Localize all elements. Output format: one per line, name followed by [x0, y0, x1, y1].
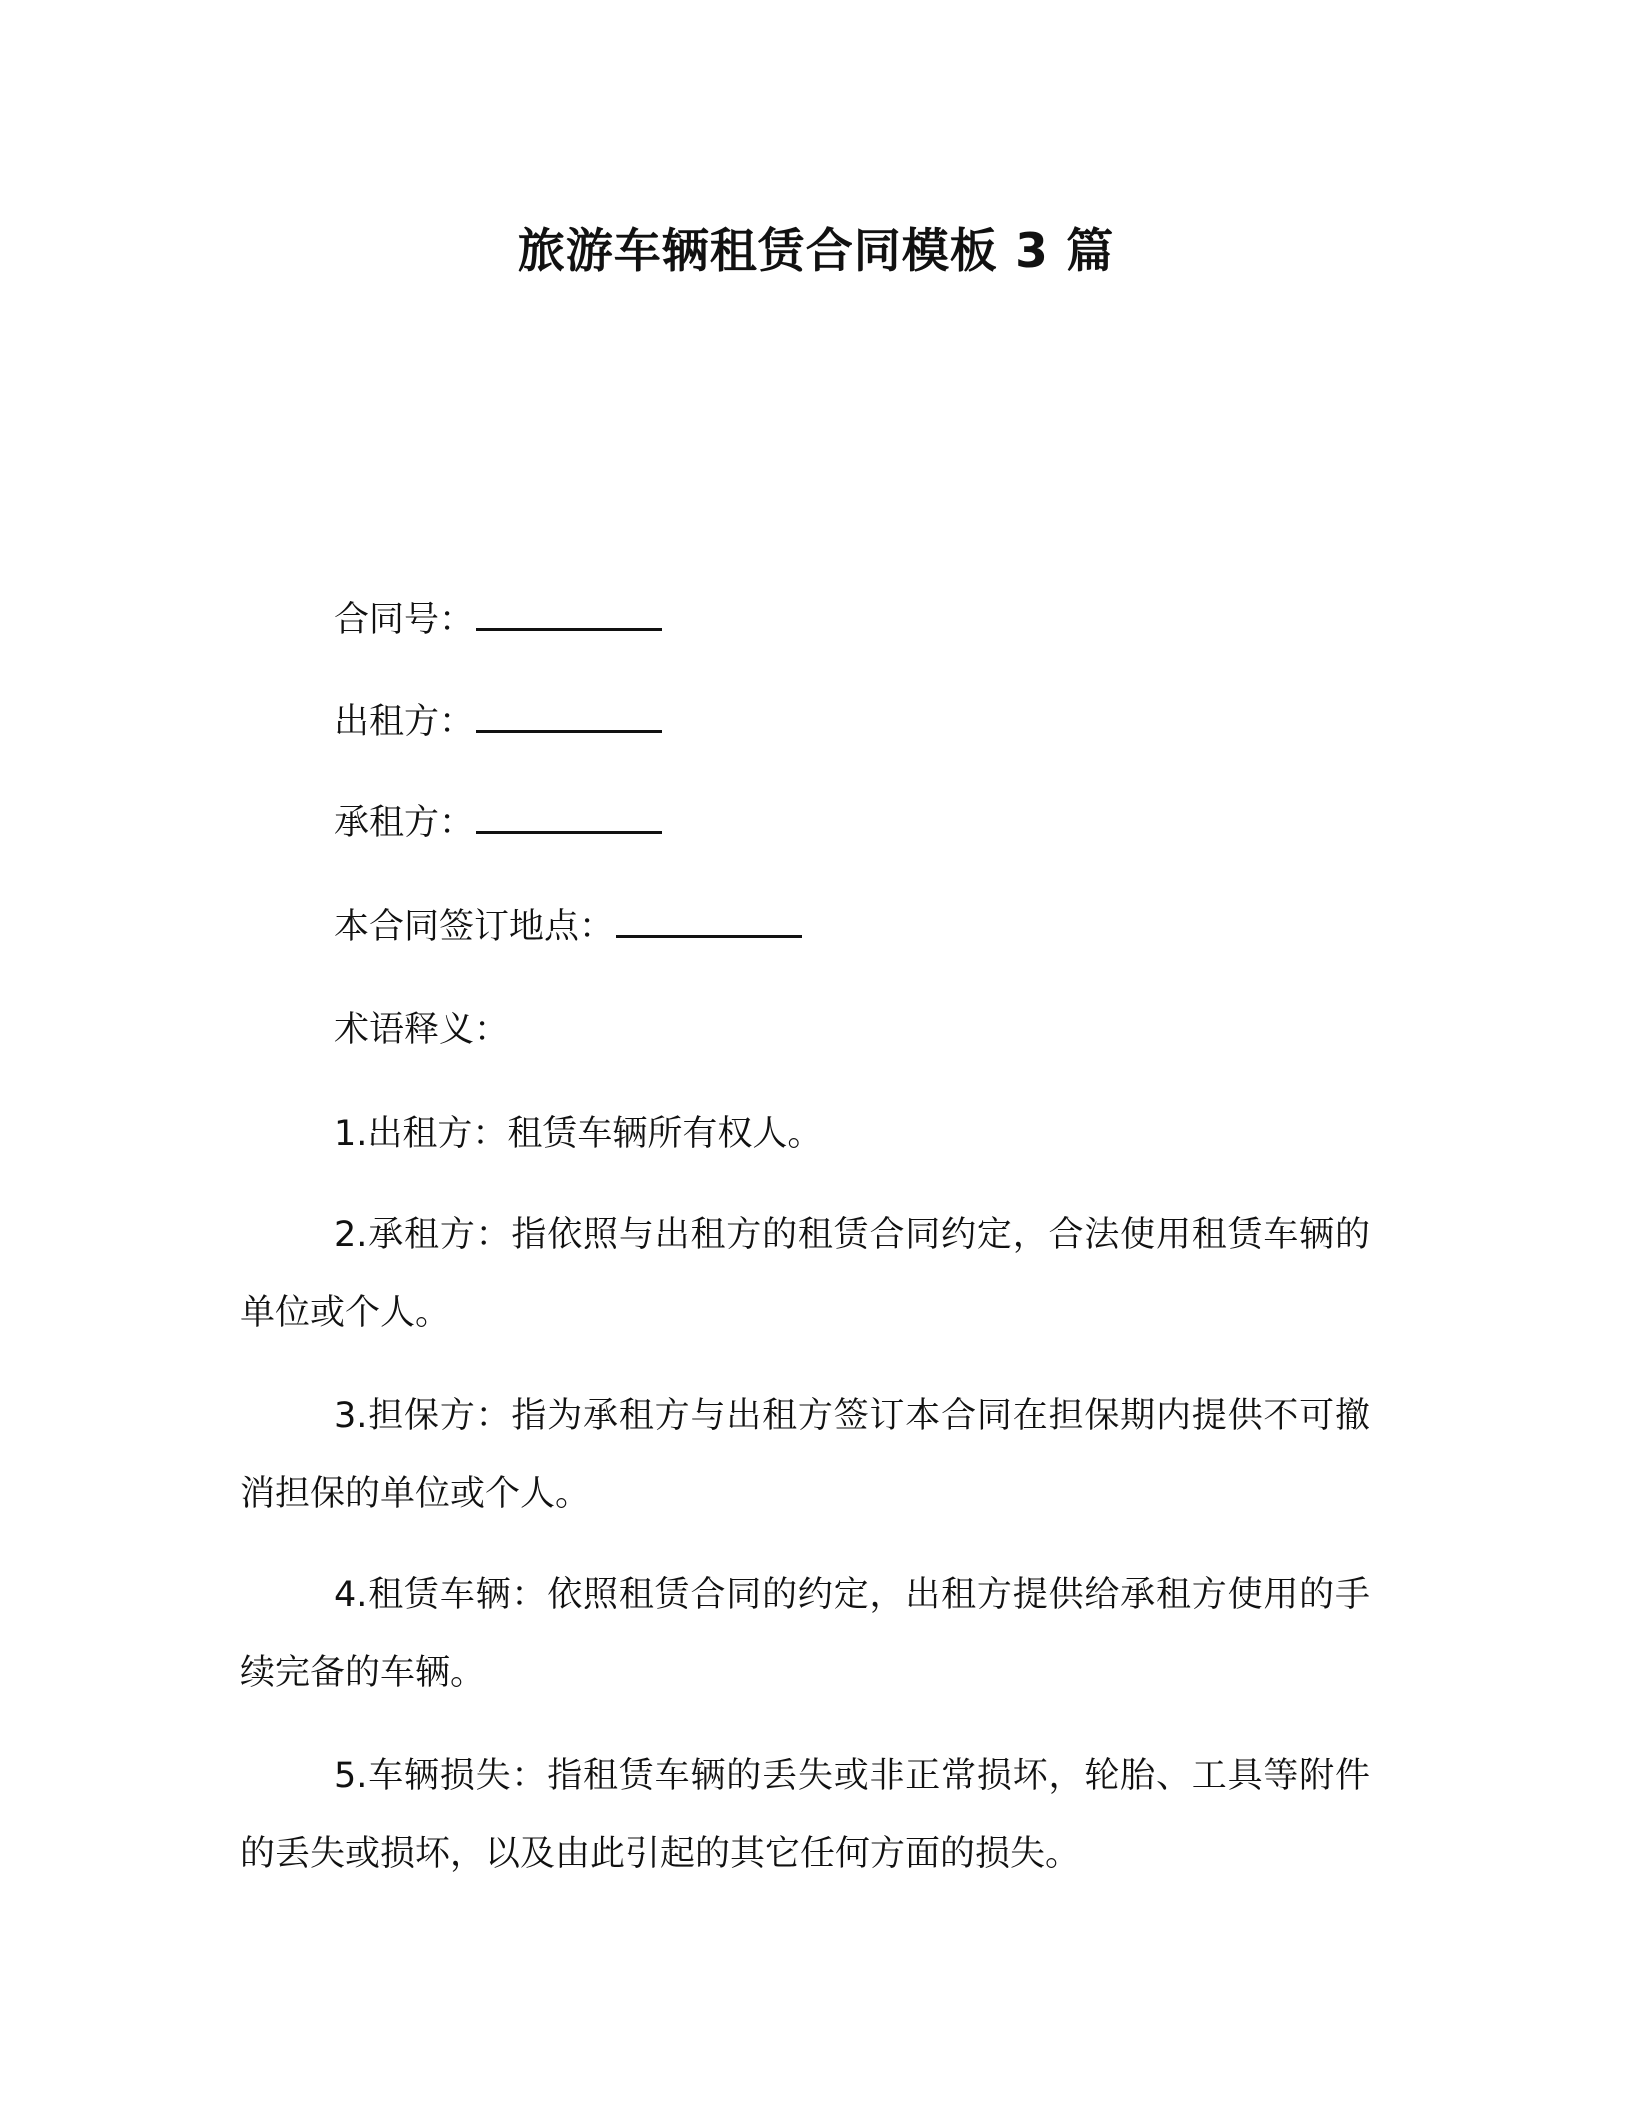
terms-heading-label: 术语释义： [334, 1010, 510, 1050]
clause-1: 1.出租方：租赁车辆所有权人。 [334, 1114, 823, 1154]
lessor-blank [476, 700, 662, 733]
lessee-blank [476, 801, 662, 834]
lessee-label: 承租方： [334, 803, 475, 843]
signing-place-blank [616, 905, 802, 938]
clause-2: 2.承租方：指依照与出租方的租赁合同约定，合法使用租赁车辆的单位或个人。 [240, 1215, 1370, 1333]
contract-number-field [334, 598, 662, 642]
lessor-label: 出租方： [334, 702, 475, 742]
contract-number-blank [476, 598, 662, 631]
contract-number-label: 合同号： [334, 600, 475, 640]
clause-3: 3.担保方：指为承租方与出租方签订本合同在担保期内提供不可撤消担保的单位或个人。 [240, 1396, 1370, 1514]
clause-5: 5.车辆损失：指租赁车辆的丢失或非正常损坏，轮胎、工具等附件的丢失或损坏，以及由此引起的其它任何方面的损失。 [240, 1756, 1370, 1874]
terms-heading [334, 1008, 509, 1052]
clause-4: 4.租赁车辆：依照租赁合同的约定，出租方提供给承租方使用的手续完备的车辆。 [240, 1575, 1370, 1693]
lessor-field [334, 700, 662, 744]
lessee-field [334, 801, 662, 845]
signing-place-label: 本合同签订地点： [334, 907, 615, 947]
signing-place-field [334, 905, 802, 949]
document-title: 旅游车辆租赁合同模板 3 篇 [517, 224, 1115, 279]
